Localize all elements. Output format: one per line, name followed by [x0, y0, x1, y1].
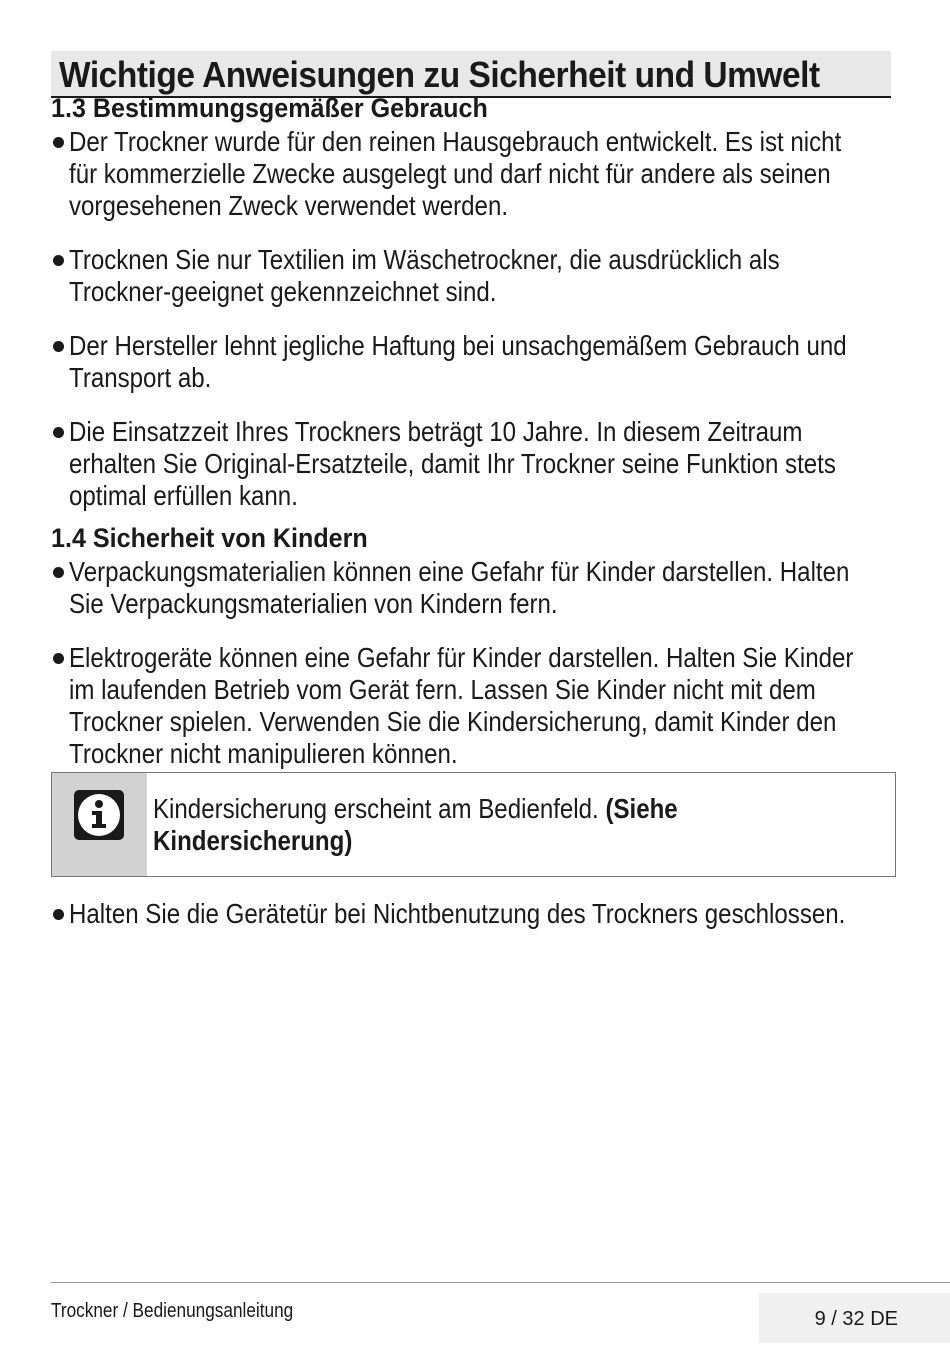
- list-item-text: Verpackungsmaterialien können eine Gefahr für Kinder darstellen. Halten Sie Verpackungsmaterialien von Kindern fern.: [69, 556, 850, 619]
- page-header: [51, 51, 891, 98]
- bullet-icon: [53, 427, 64, 438]
- list-item-text: Halten Sie die Gerätetür bei Nichtbenutzung des Trockners geschlossen.: [69, 898, 846, 929]
- bullet-icon: [53, 567, 64, 578]
- bullet-icon: [53, 341, 64, 352]
- bullet-icon: [53, 653, 64, 664]
- bullet-icon: [53, 909, 64, 920]
- note-icon-panel: [52, 773, 147, 876]
- page-title: Wichtige Anweisungen zu Sicherheit und Umwelt: [59, 54, 820, 95]
- list-item-text: Der Hersteller lehnt jegliche Haftung bei unsachgemäßem Gebrauch und Transport ab.: [69, 330, 847, 393]
- footer-page-box: [759, 1293, 950, 1343]
- section-heading-1-3: 1.3 Bestimmungsgemäßer Gebrauch: [51, 93, 488, 123]
- list-item-text: Elektrogeräte können eine Gefahr für Kinder darstellen. Halten Sie Kinder im laufenden Betrieb vom Gerät fern. Lassen Sie Kinder nicht mit dem Trockner spielen. Verwenden Sie die Kindersicherung, damit Kinder den Trockner nicht manipulieren können.: [69, 642, 854, 769]
- info-note: [51, 772, 896, 877]
- bullet-icon: [53, 255, 64, 266]
- footer-document-title: Trockner / Bedienungsanleitung: [51, 1300, 294, 1322]
- page-number: 9 / 32 DE: [814, 1308, 898, 1330]
- note-reference: (Siehe Kindersicherung): [153, 793, 678, 856]
- note-text: [153, 793, 832, 857]
- list-item-text: Der Trockner wurde für den reinen Hausgebrauch entwickelt. Es ist nicht für kommerzielle Zwecke ausgelegt und darf nicht für andere als seinen vorgesehenen Zweck verwendet werden.: [69, 126, 842, 221]
- note-message: Kindersicherung erscheint am Bedienfeld.: [153, 793, 599, 824]
- list-item-text: Trocknen Sie nur Textilien im Wäschetrockner, die ausdrücklich als Trockner-geeignet gekennzeichnet sind.: [69, 244, 780, 307]
- bullet-icon: [53, 137, 64, 148]
- info-icon: [74, 790, 124, 840]
- footer-divider: [51, 1282, 950, 1283]
- list-item-text: Die Einsatzzeit Ihres Trockners beträgt 10 Jahre. In diesem Zeitraum erhalten Sie Original-Ersatzteile, damit Ihr Trockner seine Funktion stets optimal erfüllen kann.: [69, 416, 836, 511]
- section-heading-1-4: 1.4 Sicherheit von Kindern: [51, 523, 368, 553]
